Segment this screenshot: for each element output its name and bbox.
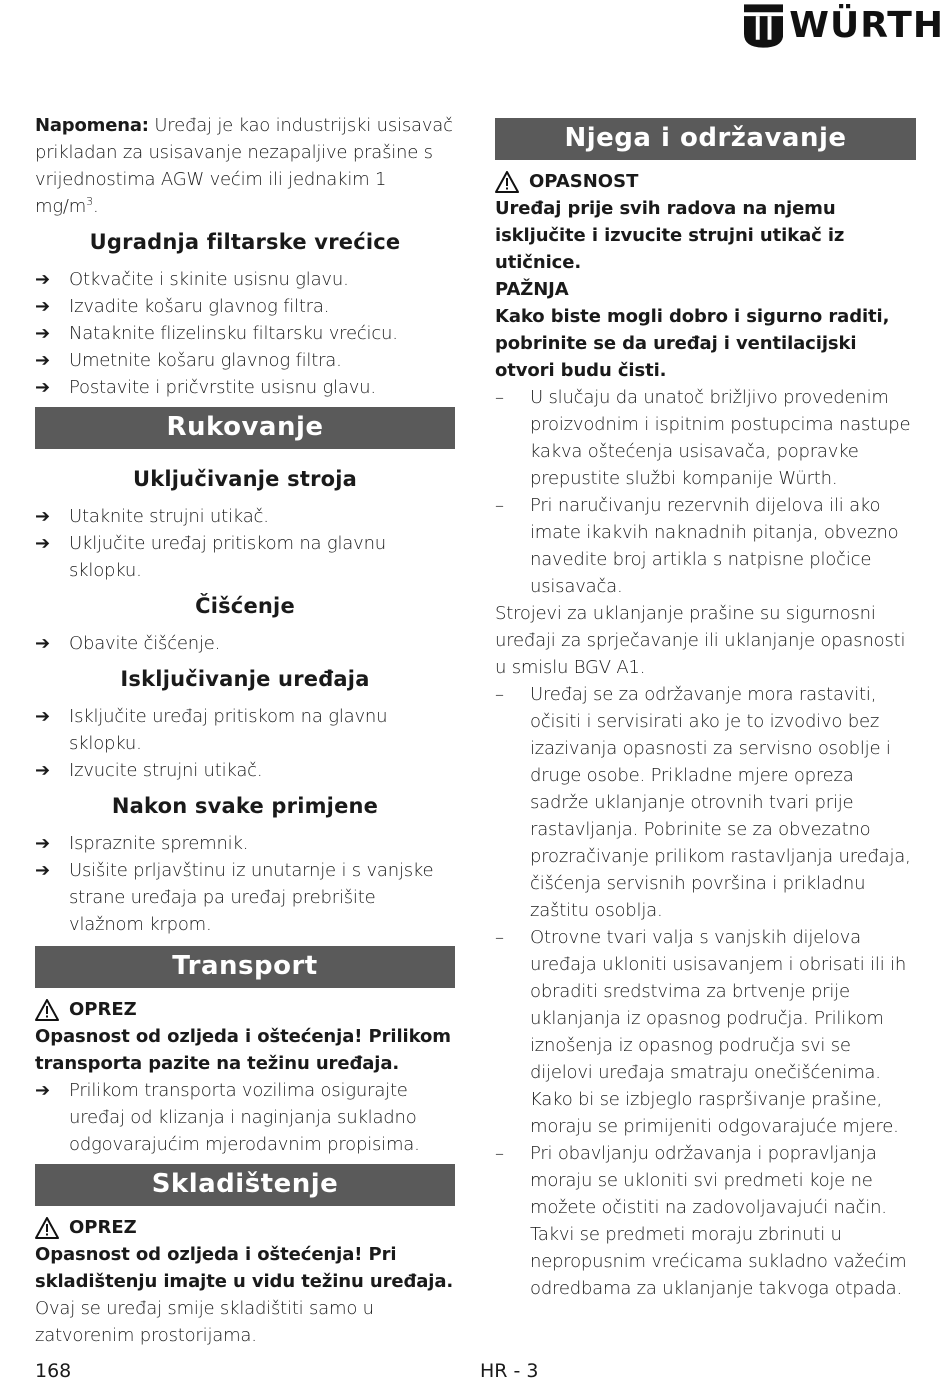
step-text: Isključite uređaj pritiskom na glavnu sklopku. (69, 706, 388, 754)
list-item (35, 347, 455, 374)
list-item (35, 320, 455, 347)
transport-warning-label: OPREZ (69, 999, 137, 1020)
list-item (495, 492, 916, 600)
arrow-icon: ➔ (35, 706, 50, 727)
danger-warning-header (495, 168, 916, 195)
wurth-logo (744, 4, 944, 48)
attention-label: PAŽNJA (495, 279, 569, 300)
attention-text: Kako biste mogli dobro i sigurno raditi, pobrinite se da uređaj i ventilacijski otvori budu čisti. (495, 306, 890, 381)
arrow-icon: ➔ (35, 760, 50, 781)
list-item (35, 830, 455, 857)
storage-warning-text: Opasnost od ozljeda i oštećenja! Pri skladištenju imajte u vidu težinu uređaja. (35, 1244, 454, 1292)
arrow-icon: ➔ (35, 833, 50, 854)
step-text: Uključite uređaj pritiskom na glavnu sklopku. (69, 533, 387, 581)
arrow-icon: ➔ (35, 350, 50, 371)
after-use-steps (35, 830, 455, 938)
note-text: Uređaj se za održavanje mora rastaviti, očisiti i servisirati ako je to izvodivo bez izazivanja opasnosti za servisno osoblje i druge osobe. Prikladne mjere opreza sadrže uklanjanje otrovnih tvari prije rastavljanja. Pobrinite se za obvezatno prozračivanje prilikom rastavljanja uređaja, čišćenja servisnih površina i prikladnu zaštitu osoblja. (530, 684, 911, 921)
note-end: . (92, 196, 99, 217)
storage-section-bar: Skladištenje (35, 1164, 455, 1206)
step-text: Nataknite flizelinsku filtarsku vrećicu. (69, 323, 398, 344)
switch-off-steps (35, 703, 455, 784)
filter-heading: Ugradnja filtarske vrećice (89, 230, 401, 254)
arrow-icon: ➔ (35, 377, 50, 398)
switch-off-heading: Isključivanje uređaja (120, 667, 370, 691)
note-label: Napomena: (35, 115, 149, 136)
arrow-icon: ➔ (35, 269, 50, 290)
step-text: Utaknite strujni utikač. (69, 506, 269, 527)
note-text: Otrovne tvari valja s vanjskih dijelova uređaja ukloniti usisavanjem i obrisati ili ih obraditi sredstvima za brtvenje prije uklanjanja iz opasnog područja. Prilikom iznošenja iz opasnog područja svi se dijelovi uređaja smatraju onečišćenima. Kako bi se izbjeglo raspršivanje prašine, moraju se primijeniti odgovarajuće mjere. (530, 927, 907, 1137)
list-item (495, 1140, 916, 1302)
list-item (35, 530, 455, 584)
warning-triangle-icon (35, 1217, 59, 1239)
note-text: Pri naručivanju rezervnih dijelova ili ako imate ikakvih naknadnih pitanja, obvezno navedite broj artikla s natpisne pločice usisavača. (530, 495, 899, 597)
danger-text: Uređaj prije svih radova na njemu isključite i izvucite strujni utikač iz utičnice. (495, 198, 845, 273)
storage-text: Ovaj se uređaj smije skladištiti samo u zatvorenim prostorijama. (35, 1298, 374, 1346)
wurth-logo-icon (744, 4, 783, 48)
list-item (35, 757, 455, 784)
list-item (35, 630, 455, 657)
brand-name: WÜRTH (789, 5, 944, 46)
note-text: U slučaju da unatoč brižljivo provedenim proizvodnim i ispitnim postupcima nastupe kakva oštećenja usisavača, popravke prepustite službi kompanije Würth. (530, 387, 911, 489)
step-text: Usišite prljavštinu iz unutarnje i s vanjske strane uređaja pa uređaj prebrišite vlažnom krpom. (69, 860, 434, 935)
list-item (495, 924, 916, 1140)
arrow-icon: ➔ (35, 506, 50, 527)
note-text: Uređaj je kao industrijski usisavač prikladan za usisavanje nezapaljive prašine s vrijednostima AGW većim ili jednakim 1 mg/m (35, 115, 453, 217)
storage-warning-label: OPREZ (69, 1217, 137, 1238)
storage-warning-header (35, 1214, 455, 1241)
switch-on-steps (35, 503, 455, 584)
arrow-icon: ➔ (35, 1080, 50, 1101)
step-text: Izvucite strujni utikač. (69, 760, 263, 781)
cleaning-heading: Čišćenje (195, 594, 295, 618)
dash-bullet: – (495, 1143, 504, 1164)
arrow-icon: ➔ (35, 860, 50, 881)
dash-bullet: – (495, 927, 504, 948)
care-section-bar: Njega i održavanje (495, 118, 916, 160)
after-use-heading: Nakon svake primjene (111, 794, 379, 818)
step-text: Prilikom transporta vozilima osigurajte uređaj od klizanja i naginjanja sukladno odgovarajućim mjerodavnim propisima. (69, 1080, 420, 1155)
language-page-code: HR - 3 (480, 1360, 539, 1382)
right-column (495, 118, 916, 1302)
dash-bullet: – (495, 387, 504, 408)
service-notes-list (495, 384, 916, 600)
step-text: Postavite i pričvrstite usisnu glavu. (69, 377, 376, 398)
transport-warning-header (35, 996, 455, 1023)
arrow-icon: ➔ (35, 296, 50, 317)
arrow-icon: ➔ (35, 533, 50, 554)
step-text: Otkvačite i skinite usisnu glavu. (69, 269, 349, 290)
warning-triangle-icon (35, 999, 59, 1021)
arrow-icon: ➔ (35, 633, 50, 654)
switch-on-heading: Uključivanje stroja (132, 467, 358, 491)
warning-triangle-icon (495, 171, 519, 193)
arrow-icon: ➔ (35, 323, 50, 344)
note-sup: 3 (86, 195, 93, 208)
step-text: Umetnite košaru glavnog filtra. (69, 350, 342, 371)
transport-steps (35, 1077, 455, 1158)
list-item (35, 293, 455, 320)
transport-warning-text: Opasnost od ozljeda i oštećenja! Prilikom transporta pazite na težinu uređaja. (35, 1026, 451, 1074)
left-column (35, 112, 455, 1349)
cleaning-steps (35, 630, 455, 657)
step-text: Obavite čišćenje. (69, 633, 221, 654)
dash-bullet: – (495, 495, 504, 516)
handling-section-bar: Rukovanje (35, 407, 455, 449)
transport-section-bar: Transport (35, 946, 455, 988)
step-text: Izvadite košaru glavnog filtra. (69, 296, 330, 317)
list-item (35, 703, 455, 757)
list-item (35, 503, 455, 530)
list-item (495, 384, 916, 492)
filter-steps (35, 266, 455, 401)
list-item (35, 857, 455, 938)
list-item (35, 1077, 455, 1158)
safety-paragraph: Strojevi za uklanjanje prašine su sigurnosni uređaji za sprječavanje ili uklanjanje opasnosti u smislu BGV A1. (495, 603, 906, 678)
note-paragraph (35, 112, 455, 220)
step-text: Ispraznite spremnik. (69, 833, 249, 854)
list-item (495, 681, 916, 924)
note-text: Pri obavljanju održavanja i popravljanja moraju se ukloniti svi predmeti koje ne možete očistiti na zadovoljavajući način. Takvi se predmeti moraju zbrinuti u nepropusnim vrećicama sukladno važećim odredbama za uklanjanje takvoga otpada. (530, 1143, 907, 1299)
page-number: 168 (35, 1360, 72, 1382)
danger-label: OPASNOST (529, 171, 639, 192)
dash-bullet: – (495, 684, 504, 705)
maintenance-notes-list (495, 681, 916, 1302)
list-item (35, 266, 455, 293)
list-item (35, 374, 455, 401)
